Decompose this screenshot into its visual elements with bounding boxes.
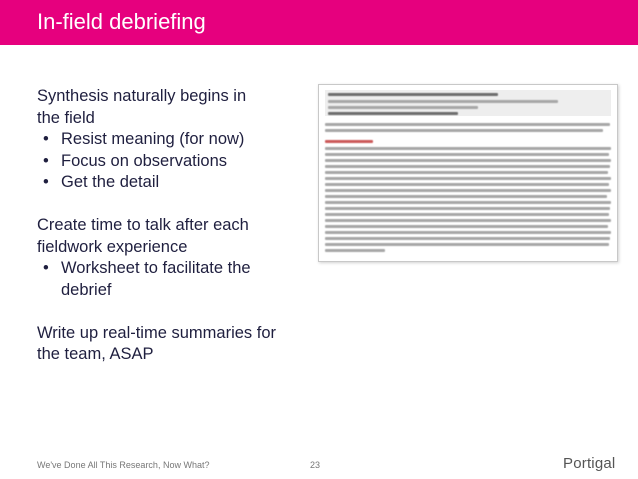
email-body-line bbox=[325, 165, 610, 168]
section2-intro-line-2: fieldwork experience bbox=[37, 237, 188, 256]
email-body-line bbox=[325, 159, 611, 162]
email-body-line bbox=[325, 195, 607, 198]
section2-bullets bbox=[37, 258, 307, 301]
email-body-line bbox=[325, 153, 609, 156]
email-body-line bbox=[325, 189, 611, 192]
email-body-line bbox=[325, 177, 611, 180]
bullet-focus-observations: • Focus on observations bbox=[37, 151, 307, 173]
bullet-worksheet-text: Worksheet to facilitate the bbox=[61, 259, 251, 277]
section1-intro-line-2: the field bbox=[37, 108, 95, 127]
email-body-line bbox=[325, 231, 611, 234]
email-body-line bbox=[325, 243, 609, 246]
footer-deck-title: We've Done All This Research, Now What? bbox=[37, 460, 210, 470]
email-body-heading bbox=[325, 140, 373, 143]
section3-intro-line-2: the team, ASAP bbox=[37, 345, 154, 363]
title-bar bbox=[0, 0, 638, 45]
email-cc-line bbox=[328, 112, 458, 115]
bullet-worksheet bbox=[37, 258, 307, 301]
bullet-get-detail: • Get the detail bbox=[37, 172, 307, 194]
section3-intro-line-1: Write up real-time summaries for bbox=[37, 323, 277, 342]
email-body-line bbox=[325, 183, 609, 186]
email-body-line bbox=[325, 207, 610, 210]
section2-intro-line-1: Create time to talk after each bbox=[37, 216, 249, 234]
footer-page-number: 23 bbox=[310, 460, 321, 470]
email-body-line bbox=[325, 249, 385, 252]
email-subject-line bbox=[328, 93, 498, 96]
email-body-line bbox=[325, 219, 611, 222]
email-intro-line bbox=[325, 129, 603, 132]
email-body-line bbox=[325, 225, 608, 228]
email-screenshot bbox=[318, 84, 618, 262]
bullet-resist-meaning: • Resist meaning (for now) bbox=[37, 129, 307, 151]
email-body-line bbox=[325, 237, 610, 240]
email-body-line bbox=[325, 201, 611, 204]
email-to-line-2 bbox=[328, 106, 478, 109]
email-body-line bbox=[325, 213, 609, 216]
email-intro-line bbox=[325, 123, 610, 126]
bullet-worksheet-continuation: debrief bbox=[61, 280, 112, 299]
email-body-line bbox=[325, 171, 608, 174]
email-body-line bbox=[325, 147, 611, 150]
slide-title: In-field debriefing bbox=[37, 9, 206, 34]
email-to-line bbox=[328, 100, 558, 103]
portigal-logo: Portigal bbox=[563, 455, 616, 472]
section1-intro-line-1: Synthesis naturally begins in bbox=[37, 87, 247, 105]
section1-bullets bbox=[37, 129, 307, 194]
slide-body bbox=[37, 86, 307, 366]
